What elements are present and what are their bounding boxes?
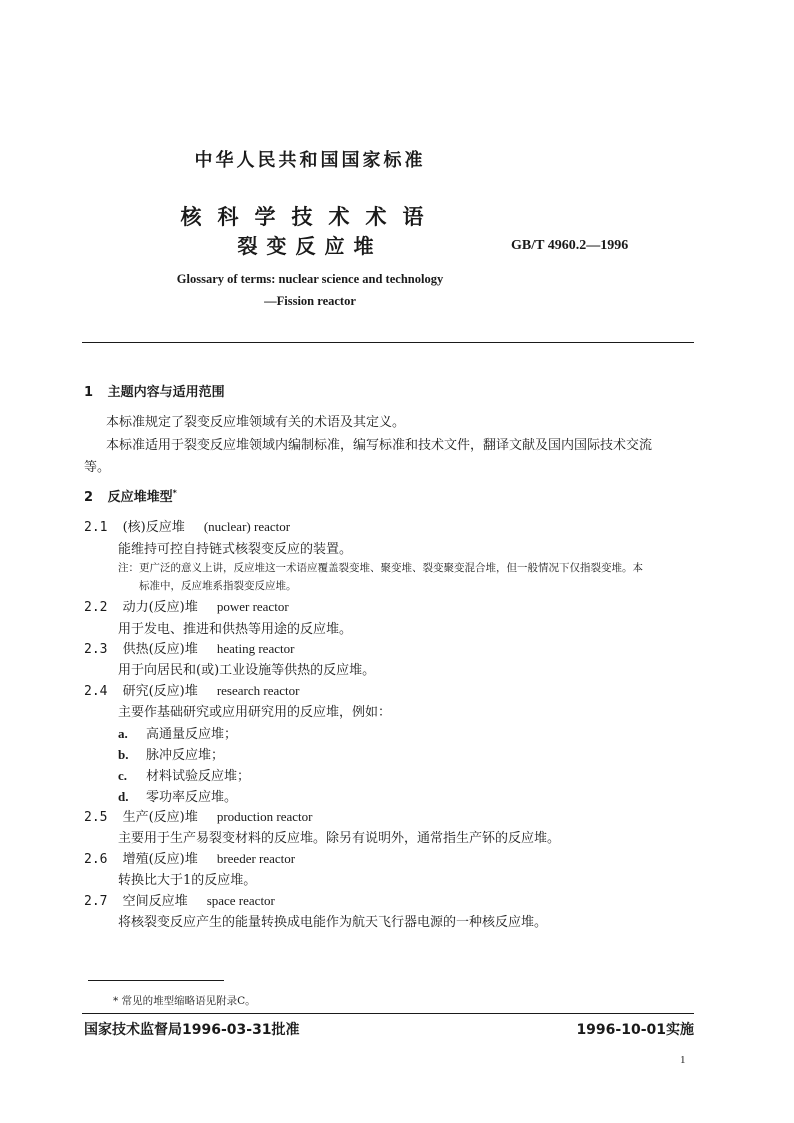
list-text: 材料试验反应堆； — [146, 769, 251, 784]
document-title-line1: 核科学技术术语 — [180, 205, 440, 229]
term-chinese: 增殖(反应)堆 — [122, 852, 198, 867]
section2-title: 反应堆堆型 — [107, 490, 173, 505]
term-note-line2: 标准中，反应堆系指裂变反应堆。 — [139, 580, 297, 592]
term-row — [84, 848, 295, 867]
term-number: 2.6 — [84, 852, 108, 867]
term-number: 2.2 — [84, 600, 108, 615]
list-item — [118, 765, 250, 784]
section1-para2-line2: 等。 — [84, 460, 111, 475]
term-definition: 将核裂变反应产生的能量转换成电能作为航天飞行器电源的一种核反应堆。 — [118, 915, 548, 930]
term-chinese: (核)反应堆 — [122, 520, 185, 535]
term-english: (nuclear) reactor — [203, 519, 291, 534]
term-english: heating reactor — [216, 641, 295, 656]
list-item — [118, 723, 237, 742]
term-definition: 主要作基础研究或应用研究用的反应堆，例如： — [118, 705, 392, 720]
term-definition: 用于向居民和(或)工业设施等供热的反应堆。 — [118, 663, 376, 678]
term-chinese: 生产(反应)堆 — [122, 810, 198, 825]
term-row — [84, 806, 312, 825]
section1-title: 主题内容与适用范围 — [107, 385, 225, 400]
term-english: breeder reactor — [216, 851, 296, 866]
approval-line: 国家技术监督局1996-03-31批准 — [84, 1022, 300, 1038]
list-label: d. — [118, 789, 129, 804]
section1-heading — [84, 381, 225, 400]
list-label: b. — [118, 747, 129, 762]
term-number: 2.5 — [84, 810, 108, 825]
section1-para1: 本标准规定了裂变反应堆领域有关的术语及其定义。 — [106, 415, 406, 430]
section1-para2-line1: 本标准适用于裂变反应堆领域内编制标准，编写标准和技术文件，翻译文献及国内国际技术交流 — [106, 438, 653, 453]
term-row — [84, 680, 299, 699]
national-standard-label: 中华人民共和国国家标准 — [194, 150, 426, 171]
document-title-line2: 裂变反应堆 — [237, 234, 383, 258]
term-row — [84, 638, 294, 657]
english-title-line1: Glossary of terms: nuclear science and technology — [176, 272, 444, 286]
term-row — [84, 596, 289, 615]
term-chinese: 空间反应堆 — [122, 894, 188, 909]
term-english: production reactor — [216, 809, 313, 824]
implementation-date: 1996-10-01实施 — [576, 1022, 694, 1038]
term-english: space reactor — [206, 893, 275, 908]
page-number: 1 — [680, 1054, 686, 1066]
list-item — [118, 744, 224, 763]
term-note-line1: 注：更广泛的意义上讲，反应堆这一术语应覆盖裂变堆、聚变堆、裂变聚变混合堆，但一般情况下仅指裂变堆。本 — [118, 562, 643, 574]
term-row — [84, 890, 275, 909]
list-text: 零功率反应堆。 — [146, 790, 238, 805]
standard-number: GB/T 4960.2—1996 — [511, 238, 629, 253]
list-label: c. — [118, 768, 128, 783]
header-divider — [82, 342, 694, 343]
term-chinese: 供热(反应)堆 — [122, 642, 198, 657]
term-number: 2.1 — [84, 520, 108, 535]
term-number: 2.7 — [84, 894, 108, 909]
term-chinese: 研究(反应)堆 — [122, 684, 198, 699]
term-definition: 用于发电、推进和供热等用途的反应堆。 — [118, 622, 353, 637]
term-row — [84, 516, 290, 535]
term-number: 2.4 — [84, 684, 108, 699]
list-text: 高通量反应堆； — [146, 727, 238, 742]
term-chinese: 动力(反应)堆 — [122, 600, 198, 615]
section2-heading — [84, 486, 177, 505]
section1-number: 1 — [84, 385, 94, 400]
term-number: 2.3 — [84, 642, 108, 657]
term-definition: 主要用于生产易裂变材料的反应堆。除另有说明外，通常指生产钚的反应堆。 — [118, 831, 561, 846]
term-definition: 转换比大于1的反应堆。 — [118, 873, 257, 888]
term-english: research reactor — [216, 683, 300, 698]
footnote-text: * 常见的堆型缩略语见附录C。 — [113, 995, 256, 1007]
footnote-divider — [88, 980, 224, 981]
term-definition: 能维持可控自持链式核裂变反应的装置。 — [118, 542, 353, 557]
list-label: a. — [118, 726, 128, 741]
term-english: power reactor — [216, 599, 289, 614]
english-title-line2: —Fission reactor — [264, 294, 356, 308]
footnote-marker: * — [172, 488, 177, 498]
section2-number: 2 — [84, 490, 94, 505]
list-text: 脉冲反应堆； — [146, 748, 225, 763]
list-item — [118, 786, 237, 805]
footer-divider — [82, 1013, 694, 1014]
